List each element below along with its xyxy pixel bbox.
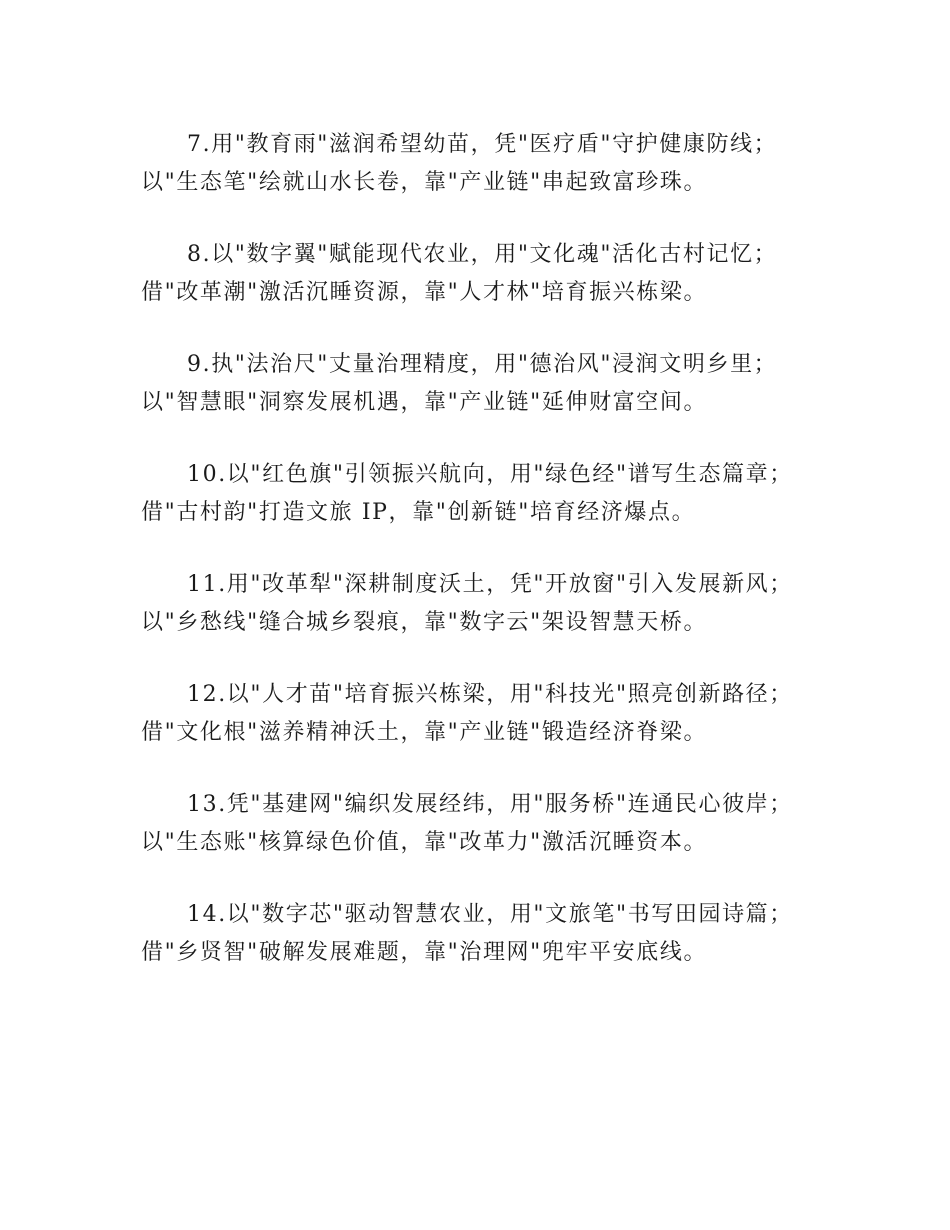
- paragraph-14-line-1: 14.以"数字芯"驱动智慧农业，用"文旅笔"书写田园诗篇；: [187, 902, 793, 927]
- paragraph-12-line-2: 借"文化根"滋养精神沃土，靠"产业链"锻造经济脊梁。: [141, 720, 708, 745]
- paragraph-8: [141, 236, 816, 312]
- paragraph-14: [141, 896, 816, 972]
- paragraph-11-line-1: 11.用"改革犁"深耕制度沃土，凭"开放窗"引入发展新风；: [187, 572, 793, 597]
- paragraph-11-line-2: 以"乡愁线"缝合城乡裂痕，靠"数字云"架设智慧天桥。: [141, 610, 708, 635]
- paragraph-7-line-1: 7.用"教育雨"滋润希望幼苗，凭"医疗盾"守护健康防线；: [187, 132, 778, 157]
- document-body: [141, 126, 816, 1006]
- paragraph-10-line-2: 借"古村韵"打造文旅 IP，靠"创新链"培育经济爆点。: [141, 500, 696, 525]
- paragraph-7-line-2: 以"生态笔"绘就山水长卷，靠"产业链"串起致富珍珠。: [141, 170, 708, 195]
- paragraph-11: [141, 566, 816, 642]
- paragraph-12-line-1: 12.以"人才苗"培育振兴栋梁，用"科技光"照亮创新路径；: [187, 682, 793, 707]
- paragraph-7: [141, 126, 816, 202]
- paragraph-12: [141, 676, 816, 752]
- paragraph-8-line-1: 8.以"数字翼"赋能现代农业，用"文化魂"活化古村记忆；: [187, 242, 778, 267]
- paragraph-8-line-2: 借"改革潮"激活沉睡资源，靠"人才林"培育振兴栋梁。: [141, 280, 708, 305]
- paragraph-13-line-1: 13.凭"基建网"编织发展经纬，用"服务桥"连通民心彼岸；: [187, 792, 793, 817]
- paragraph-9: [141, 346, 816, 422]
- paragraph-10-line-1: 10.以"红色旗"引领振兴航向，用"绿色经"谱写生态篇章；: [187, 462, 793, 487]
- paragraph-14-line-2: 借"乡贤智"破解发展难题，靠"治理网"兜牢平安底线。: [141, 940, 708, 965]
- paragraph-9-line-1: 9.执"法治尺"丈量治理精度，用"德治风"浸润文明乡里；: [187, 352, 778, 377]
- paragraph-10: [141, 456, 816, 532]
- paragraph-9-line-2: 以"智慧眼"洞察发展机遇，靠"产业链"延伸财富空间。: [141, 390, 708, 415]
- paragraph-13-line-2: 以"生态账"核算绿色价值，靠"改革力"激活沉睡资本。: [141, 830, 708, 855]
- paragraph-13: [141, 786, 816, 862]
